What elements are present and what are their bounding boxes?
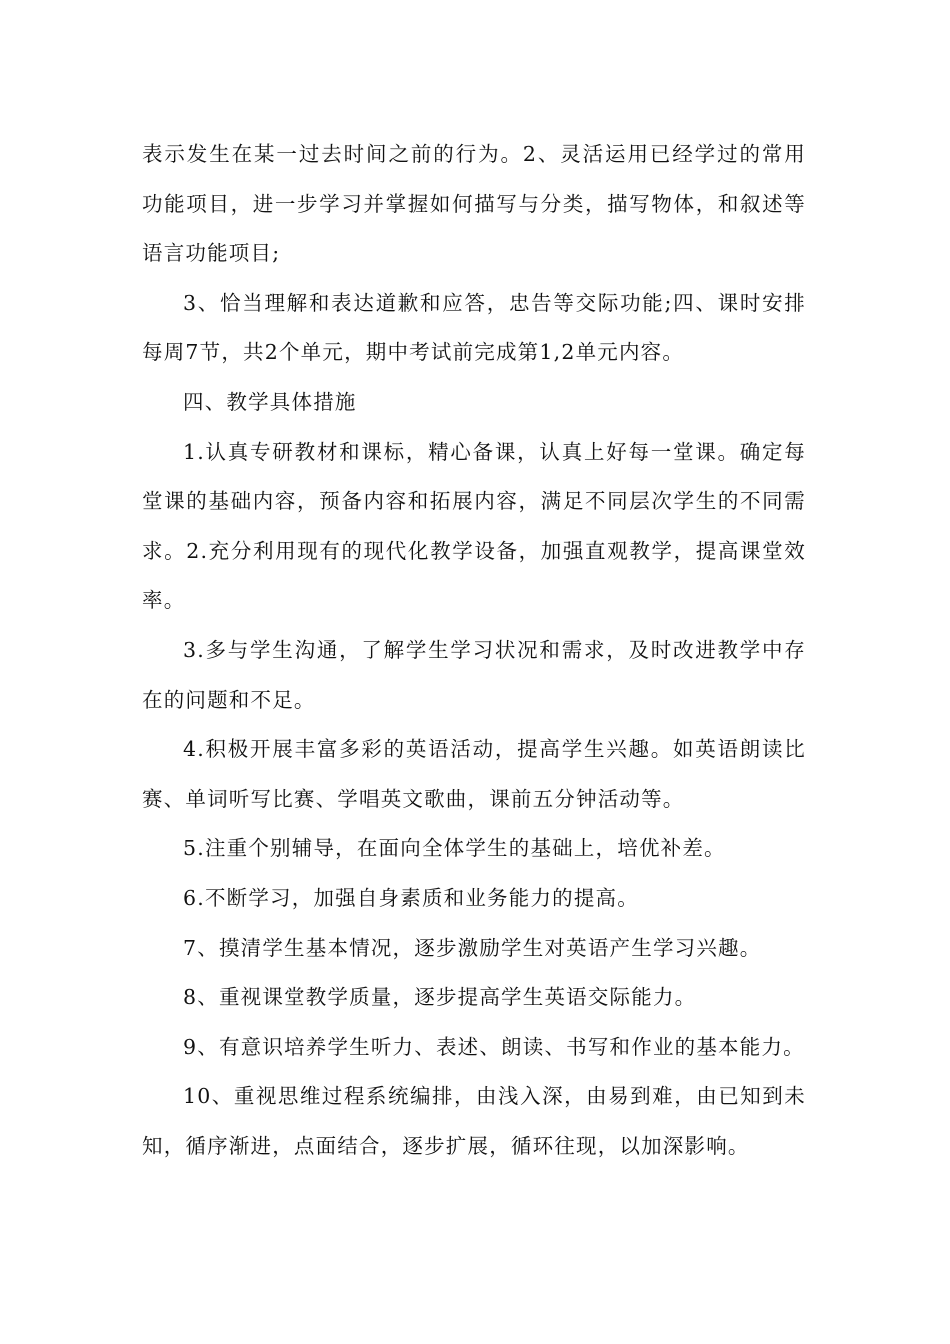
- paragraph-measure-9: 9、有意识培养学生听力、表述、朗读、书写和作业的基本能力。: [183, 1034, 805, 1059]
- paragraph-measure-3: 3.多与学生沟通，了解学生学习状况和需求，及时改进教学中存在的问题和不足。: [142, 637, 806, 712]
- paragraph-measure-6: 6.不断学习，加强自身素质和业务能力的提高。: [183, 885, 639, 910]
- paragraph-measure-1: 1.认真专研教材和课标，精心备课，认真上好每一堂课。确定每堂课的基础内容，预备内容和拓展内容，满足不同层次学生的不同需求。2.充分利用现有的现代化教学设备，加强直观教学，提高课堂效率。: [142, 439, 806, 613]
- paragraph-continuation: 表示发生在某一过去时间之前的行为。2、灵活运用已经学过的常用功能项目，进一步学习并掌握如何描写与分类，描写物体，和叙述等语言功能项目;: [142, 142, 806, 266]
- paragraph-measure-7: 7、摸清学生基本情况，逐步激励学生对英语产生学习兴趣。: [183, 935, 762, 960]
- paragraph-item-3: 3、恰当理解和表达道歉和应答，忠告等交际功能;四、课时安排 每周7节，共2个单元，期中考试前完成第1,2单元内容。: [142, 290, 806, 365]
- section-heading-teaching-measures: 四、教学具体措施: [183, 389, 357, 414]
- paragraph-measure-10: 10、重视思维过程系统编排，由浅入深，由易到难，由已知到未知，循序渐进，点面结合，逐步扩展，循环往现，以加深影响。: [142, 1084, 806, 1158]
- document-body: [142, 130, 806, 1171]
- paragraph-measure-4: 4.积极开展丰富多彩的英语活动，提高学生兴趣。如英语朗读比赛、单词听写比赛、学唱英文歌曲，课前五分钟活动等。: [142, 737, 806, 811]
- paragraph-measure-5: 5.注重个别辅导，在面向全体学生的基础上，培优补差。: [183, 836, 726, 861]
- paragraph-measure-8: 8、重视课堂教学质量，逐步提高学生英语交际能力。: [183, 985, 697, 1010]
